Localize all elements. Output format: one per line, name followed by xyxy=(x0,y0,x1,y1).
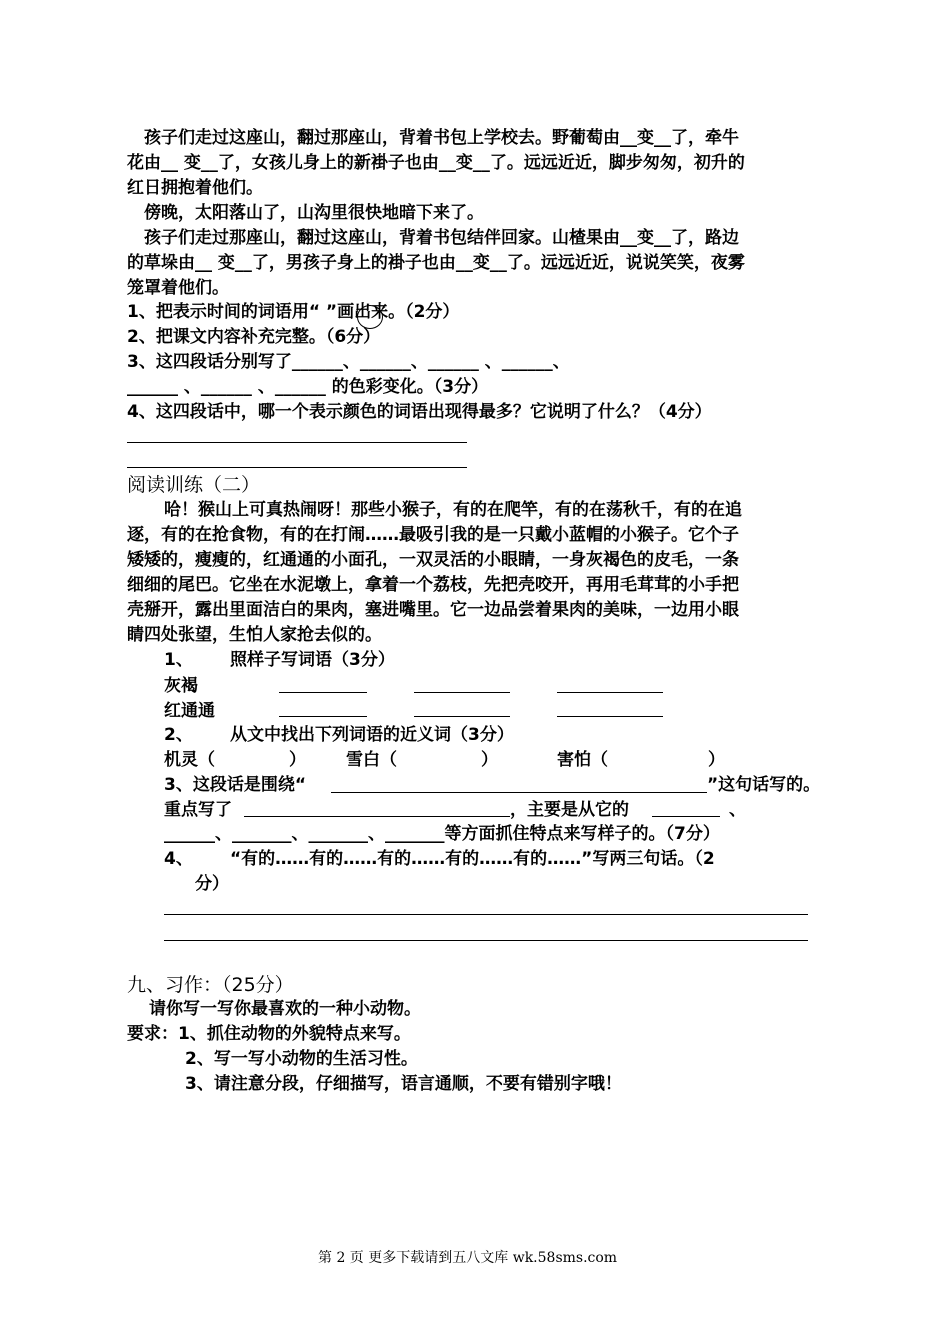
synonym-xuebai: 雪白（ xyxy=(346,750,397,770)
section9-requirement-1: 要求：1、抓住动物的外貌特点来写。 xyxy=(127,1024,411,1044)
passage1-line-4: 傍晚，太阳落山了，山沟里很快地暗下来了。 xyxy=(144,203,484,223)
reading2-line-1: 哈！猴山上可真热闹呀！那些小猴子，有的在爬竿，有的在荡秋千，有的在追 xyxy=(164,500,742,520)
reading2-q4-cont: 分） xyxy=(195,874,229,894)
question1-3: 3、这四段话分别写了______、______、______ 、______、 xyxy=(127,352,570,372)
reading2-q2-text: 从文中找出下列词语的近义词（3分） xyxy=(230,725,514,745)
reading2-q3-cont: ______、_______、_______、_______等方面抓住特点来写样子的。（7分） xyxy=(164,824,720,844)
question1-3-cont: ______ 、______ 、______ 的色彩变化。（3分） xyxy=(127,377,489,397)
synonym-haipa-close: ） xyxy=(708,750,725,770)
answer-line[interactable] xyxy=(331,792,707,793)
answer-line[interactable] xyxy=(279,716,367,717)
synonym-jiling: 机灵（ xyxy=(164,750,215,770)
question1-1: 1、把表示时间的词语用“ ”画出来。（2分） xyxy=(127,302,460,322)
reading2-q2-number: 2、 xyxy=(164,725,193,745)
reading2-q4-number: 4、 xyxy=(164,849,193,869)
reading2-q1-text: 照样子写词语（3分） xyxy=(230,650,395,670)
answer-line[interactable] xyxy=(414,692,510,693)
reading2-q3-focus: 重点写了 xyxy=(164,800,232,820)
answer-line[interactable] xyxy=(557,716,663,717)
section9-requirement-3: 3、请注意分段，仔细描写，语言通顺，不要有错别字哦！ xyxy=(185,1074,622,1094)
answer-line[interactable] xyxy=(127,442,467,443)
reading2-q3-end: ”这句话写的。 xyxy=(707,775,821,795)
page-footer: 第 2 页 更多下载请到五八文库 wk.58sms.com xyxy=(318,1250,618,1266)
answer-line[interactable] xyxy=(164,940,808,941)
reading2-line-3: 矮矮的，瘦瘦的，红通通的小面孔，一双灵活的小眼睛，一身灰褐色的皮毛，一条 xyxy=(127,550,739,570)
reading2-line-5: 壳掰开，露出里面洁白的果肉，塞进嘴里。它一边品尝着果肉的美味，一边用小眼 xyxy=(127,600,739,620)
answer-line[interactable] xyxy=(244,816,510,817)
synonym-haipa: 害怕（ xyxy=(557,750,608,770)
passage1-line-7: 笼罩着他们。 xyxy=(127,278,229,298)
answer-line[interactable] xyxy=(164,914,808,915)
passage1-line-1: 孩子们走过这座山，翻过那座山，背着书包上学校去。野葡萄由__变__了，牵牛 xyxy=(144,128,739,148)
answer-line[interactable] xyxy=(279,692,367,693)
answer-line[interactable] xyxy=(414,716,510,717)
answer-line[interactable] xyxy=(652,816,720,817)
reading2-line-2: 逐，有的在抢食物，有的在打闹……最吸引我的是一只戴小蓝帽的小猴子。它个子 xyxy=(127,525,739,545)
question1-4: 4、这四段话中，哪一个表示颜色的词语出现得最多？它说明了什么？（4分） xyxy=(127,402,712,422)
answer-line[interactable] xyxy=(127,467,467,468)
answer-line[interactable] xyxy=(557,692,663,693)
word-huihe: 灰褐 xyxy=(164,676,198,696)
word-hongtongtong: 红通通 xyxy=(164,701,215,721)
passage1-line-5: 孩子们走过那座山，翻过这座山，背着书包结伴回家。山楂果由__变__了，路边 xyxy=(144,228,739,248)
reading2-line-6: 睛四处张望，生怕人家抢去似的。 xyxy=(127,625,382,645)
synonym-jiling-close: ） xyxy=(289,750,306,770)
synonym-xuebai-close: ） xyxy=(481,750,498,770)
section9-title: 九、习作：（25分） xyxy=(127,974,294,996)
reading2-q3-mainly: ，主要是从它的 xyxy=(510,800,629,820)
reading2-q3-start: 3、这段话是围绕“ xyxy=(164,775,307,795)
reading2-q4-text: “有的……有的……有的……有的……有的……”写两三句话。（2 xyxy=(230,849,715,869)
passage1-line-2: 花由__ 变__了，女孩儿身上的新褂子也由__变__了。远远近近，脚步匆匆，初升的 xyxy=(127,153,745,173)
passage1-line-6: 的草垛由__ 变__了，男孩子身上的褂子也由__变__了。远远近近，说说笑笑，夜雾 xyxy=(127,253,745,273)
reading2-q3-comma: 、 xyxy=(729,800,746,820)
reading2-title: 阅读训练（二） xyxy=(127,474,261,496)
section9-requirement-2: 2、写一写小动物的生活习性。 xyxy=(185,1049,418,1069)
section9-prompt: 请你写一写你最喜欢的一种小动物。 xyxy=(149,999,421,1019)
passage1-line-3: 红日拥抱着他们。 xyxy=(127,178,263,198)
reading2-line-4: 细细的尾巴。它坐在水泥墩上，拿着一个荔枝，先把壳咬开，再用毛茸茸的小手把 xyxy=(127,575,739,595)
question1-2: 2、把课文内容补充完整。（6分） xyxy=(127,327,381,347)
reading2-q1-number: 1、 xyxy=(164,650,193,670)
